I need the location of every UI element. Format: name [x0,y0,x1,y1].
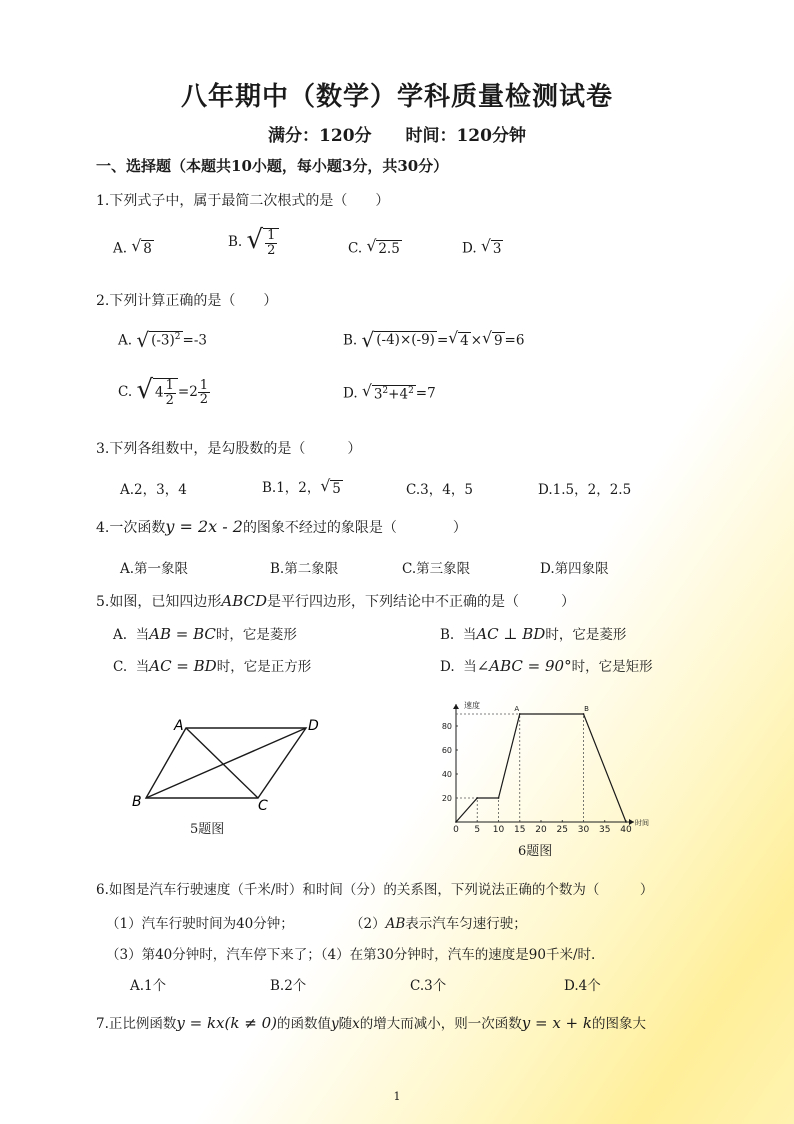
score-info: 满分：120分 [268,126,372,146]
vertex-a: A [174,718,184,734]
x-tick-label: 30 [577,825,590,835]
y-tick-label: 20 [441,794,452,803]
section-heading: 一、选择题（本题共10小题，每小题3分，共30分） [96,157,449,175]
q4-option-a: A.第一象限 [120,561,189,577]
q3-option-d: D.1.5，2，2.5 [538,482,632,498]
q2-option-d: D. √ $3^2+4^2$ =7 [343,382,436,403]
q5-stem: 5.如图，已知四边形ABCD是平行四边形，下列结论中不正确的是（ ） [96,592,575,610]
q3-option-a: A.2，3，4 [120,482,187,498]
x-tick-label: 5 [474,825,481,835]
q1-stem: 1.下列式子中，属于最简二次根式的是（ ） [96,193,390,209]
point-label-b: B [584,705,589,713]
x-tick-label: 20 [535,825,547,835]
q4-option-c: C.第三象限 [402,561,471,577]
y-tick-label: 60 [441,746,452,755]
page-number: 1 [393,1090,401,1103]
x-tick-label: 15 [514,825,526,835]
q2-option-a: A. √ $(-3)^2$ =-3 [118,328,207,352]
data-point [476,797,478,799]
q5-option-d: D. 当∠ABC = 90°时，它是矩形 [440,657,653,675]
q3-stem: 3.下列各组数中，是勾股数的是（ ） [96,441,362,457]
q6-statement-2: （2）AB表示汽车匀速行驶； [350,916,527,932]
q4-option-d: D.第四象限 [540,561,609,577]
y-tick-label: 40 [441,770,452,779]
data-point [498,797,500,799]
q1-option-d: D. √ 3 [462,237,502,257]
q6-stem: 6.如图是汽车行驶速度（千米/时）和时间（分）的关系图，下列说法正确的个数为（ ） [96,882,654,898]
q2-option-c: C. √ 4 $\frac{1}{2}$ =2 $\frac{1}{2}$ [118,375,209,408]
q4-option-b: B.第二象限 [270,561,339,577]
figure-6-chart [440,692,650,842]
speed-line [456,714,626,822]
time-info: 时间：120分钟 [405,126,526,146]
y-axis-title: 速度 [464,701,480,710]
q2-stem: 2.下列计算正确的是（ ） [96,293,278,309]
vertex-c: C [258,798,268,814]
q6-option-a: A.1个 [130,978,167,994]
q6-option-b: B.2个 [270,978,307,994]
q6-statement-3-4: （3）第40分钟时，汽车停下来了；（4）在第30分钟时，汽车的速度是90千米/时. [106,947,596,963]
data-point [455,821,457,823]
point-label-a: A [514,705,520,713]
q6-statement-1: （1）汽车行驶时间为40分钟； [106,916,294,932]
diagonal-ac [186,728,258,798]
data-point [583,713,585,715]
x-tick-label: 25 [556,825,568,835]
data-point [625,821,627,823]
x-tick-label: 40 [620,825,632,835]
q2-option-b: B. √ (-4)×(-9) = √ 4 × √ 9 =6 [343,328,525,352]
exam-info [0,121,794,146]
page-title: 八年期中（数学）学科质量检测试卷 [180,82,613,112]
q1-option-b: B. √ $\frac{1}{2}$ [228,228,279,257]
x-tick-label: 0 [453,825,459,835]
vertex-b: B [132,794,142,810]
q4-stem: 4.一次函数y = 2x - 2的图象不经过的象限是（ ） [96,517,467,536]
q1-option-a: A. √ 8 [113,237,152,257]
x-axis-title: 时间 [635,819,649,827]
figure-5-caption: 5题图 [190,822,225,837]
figure-5-parallelogram [128,710,328,815]
q3-option-b: B.1，2， √ 5 [262,476,341,497]
q7-stem: 7.正比例函数y = kx(k ≠ 0)的函数值y随x的增大而减小，则一次函数y = x + k的图象大 [96,1014,646,1032]
vertex-d: D [308,718,319,734]
x-tick-label: 10 [492,825,505,835]
q3-option-c: C.3，4，5 [406,482,473,498]
y-axis-arrow [453,704,459,709]
q6-option-d: D.4个 [564,978,601,994]
q5-option-a: A. 当AB = BC时，它是菱形 [113,625,297,643]
q5-option-b: B. 当AC ⊥ BD时，它是菱形 [440,625,627,643]
figure-6-caption: 6题图 [518,844,553,859]
y-tick-label: 80 [441,722,452,731]
x-tick-label: 35 [599,825,611,835]
q5-option-c: C. 当AC = BD时，它是正方形 [113,657,312,675]
q1-option-c: C. √ 2.5 [348,237,400,257]
q6-option-c: C.3个 [410,978,447,994]
data-point [519,713,521,715]
